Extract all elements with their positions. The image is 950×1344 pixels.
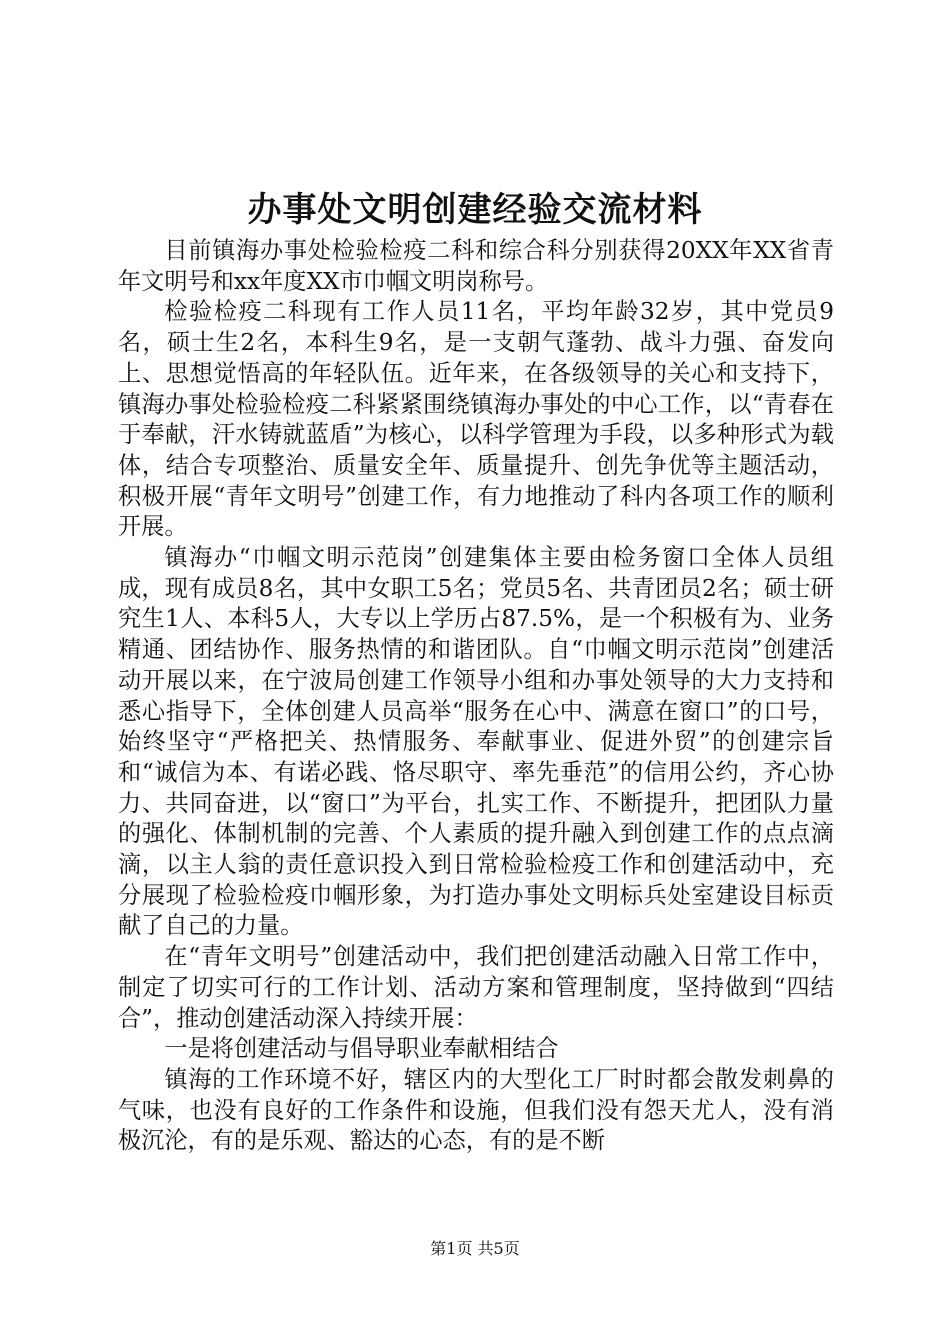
section-heading: 一是将创建活动与倡导职业奉献相结合 (164, 1035, 559, 1063)
paragraph: 镇海的工作环境不好，辖区内的大型化工厂时时都会散发刺鼻的气味，也没有良好的工作条件和设施，但我们没有怨天尤人，没有消极沉沦，有的是乐观、豁达的心态，有的是不断 (118, 1065, 834, 1155)
paragraph: 检验检疫二科现有工作人员11名，平均年龄32岁，其中党员9名，硕士生2名，本科生9名，是一支朝气蓬勃、战斗力强、奋发向上、思想觉悟高的年轻队伍。近年来，在各级领导的关心和支持下，镇海办事处检验检疫二科紧紧围绕镇海办事处的中心工作，以“青春在于奉献，汗水铸就蓝盾”为核心，以科学管理为手段，以多种形式为载体，结合专项整治、质量安全年、质量提升、创先争优等主题活动，积极开展“青年文明号”创建工作，有力地推动了科内各项工作的顺利开展。 (118, 298, 834, 541)
paragraph: 在“青年文明号”创建活动中，我们把创建活动融入日常工作中，制定了切实可行的工作计划、活动方案和管理制度，坚持做到“四结合”，推动创建活动深入持续开展： (118, 943, 834, 1032)
paragraph: 目前镇海办事处检验检疫二科和综合科分别获得20XX年XX省青年文明号和xx年度XX市巾帼文明岗称号。 (118, 237, 834, 295)
paragraph: 镇海办“巾帼文明示范岗”创建集体主要由检务窗口全体人员组成，现有成员8名，其中女职工5名；党员5名、共青团员2名；硕士研究生1人、本科5人，大专以上学历占87.5%，是一个积极有为、业务精通、团结协作、服务热情的和谐团队。自“巾帼文明示范岗”创建活动开展以来，在宁波局创建工作领导小组和办事处领导的大力支持和悉心指导下，全体创建人员高举“服务在心中、满意在窗口”的口号，始终坚守“严格把关、热情服务、奉献事业、促进外贸”的创建宗旨和“诚信为本、有诺必践、恪尽职守、率先垂范”的信用公约，齐心协力、共同奋进，以“窗口”为平台，扎实工作、不断提升，把团队力量的强化、体制机制的完善、个人素质的提升融入到创建工作的点点滴滴，以主人翁的责任意识投入到日常检验检疫工作和创建活动中，充分展现了检验检疫巾帼形象，为打造办事处文明标兵处室建设目标贡献了自己的力量。 (118, 544, 834, 940)
document-body (118, 236, 834, 1157)
page-number: 第1页 共5页 (430, 1239, 520, 1258)
page-title: 办事处文明创建经验交流材料 (247, 190, 703, 230)
